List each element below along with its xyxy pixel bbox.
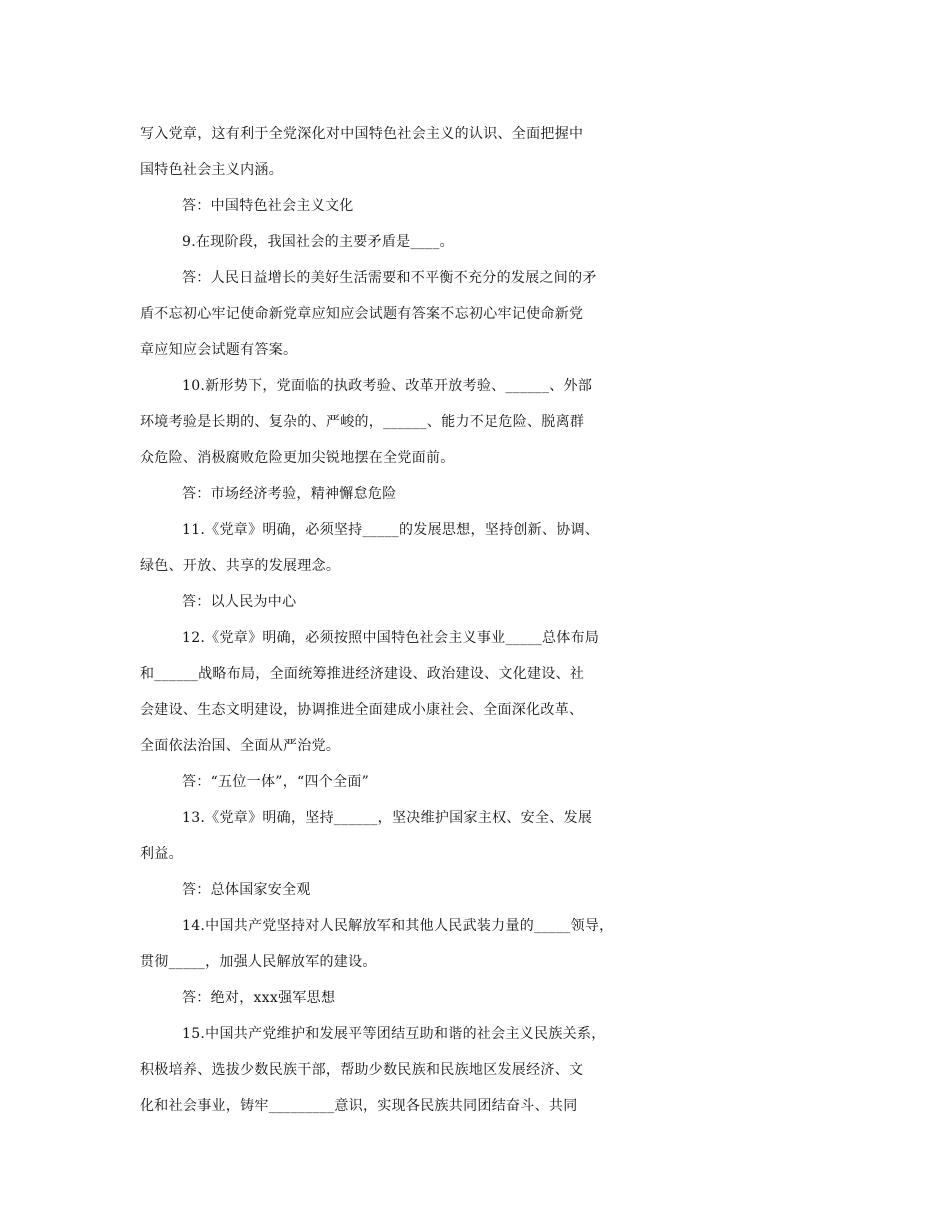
text-line: 利益。 — [140, 846, 183, 862]
text-line: 众危险、消极腐败危险更加尖锐地摆在全党面前。 — [140, 450, 455, 466]
question-line: 15.中国共产党维护和发展平等团结互助和谐的社会主义民族关系， — [182, 1026, 606, 1042]
text-line: 章应知应会试题有答案。 — [140, 342, 298, 358]
answer-line: 答：市场经济考验，精神懈怠危险 — [182, 486, 397, 502]
text-line: 贯彻_____，加强人民解放军的建设。 — [140, 954, 377, 970]
question-line: 10.新形势下，党面临的执政考验、改革开放考验、______、外部 — [182, 378, 593, 394]
question-line: 14.中国共产党坚持对人民解放军和其他人民武装力量的_____领导， — [182, 918, 614, 934]
question-line: 11.《党章》明确，必须坚持_____的发展思想，坚持创新、协调、 — [182, 522, 600, 538]
answer-line: 答：人民日益增长的美好生活需要和不平衡不充分的发展之间的矛 — [182, 270, 597, 286]
answer-line: 答：绝对，xxx强军思想 — [182, 990, 336, 1006]
text-line: 会建设、生态文明建设，协调推进全面建成小康社会、全面深化改革、 — [140, 702, 584, 718]
text-line: 环境考验是长期的、复杂的、严峻的，______、能力不足危险、脱离群 — [140, 414, 585, 430]
question-line: 9.在现阶段，我国社会的主要矛盾是____。 — [182, 234, 454, 250]
text-line: 和______战略布局，全面统筹推进经济建设、政治建设、文化建设、社 — [140, 666, 585, 682]
text-line: 盾不忘初心牢记使命新党章应知应会试题有答案不忘初心牢记使命新党 — [140, 306, 584, 322]
question-line: 13.《党章》明确，坚持______，坚决维护国家主权、安全、发展 — [182, 810, 593, 826]
text-line: 积极培养、选拔少数民族干部，帮助少数民族和民族地区发展经济、文 — [140, 1062, 584, 1078]
answer-line: 答：总体国家安全观 — [182, 882, 311, 898]
answer-line: 答：“五位一体”，“四个全面” — [182, 774, 370, 790]
text-line: 全面依法治国、全面从严治党。 — [140, 738, 341, 754]
question-line: 12.《党章》明确，必须按照中国特色社会主义事业_____总体布局 — [182, 630, 600, 646]
answer-line: 答：中国特色社会主义文化 — [182, 198, 354, 214]
text-line: 绿色、开放、共享的发展理念。 — [140, 558, 341, 574]
text-line: 国特色社会主义内涵。 — [140, 162, 283, 178]
text-line: 写入党章，这有利于全党深化对中国特色社会主义的认识、全面把握中 — [140, 126, 584, 142]
text-line: 化和社会事业，铸牢_________意识，实现各民族共同团结奋斗、共同 — [140, 1098, 578, 1114]
answer-line: 答：以人民为中心 — [182, 594, 297, 610]
